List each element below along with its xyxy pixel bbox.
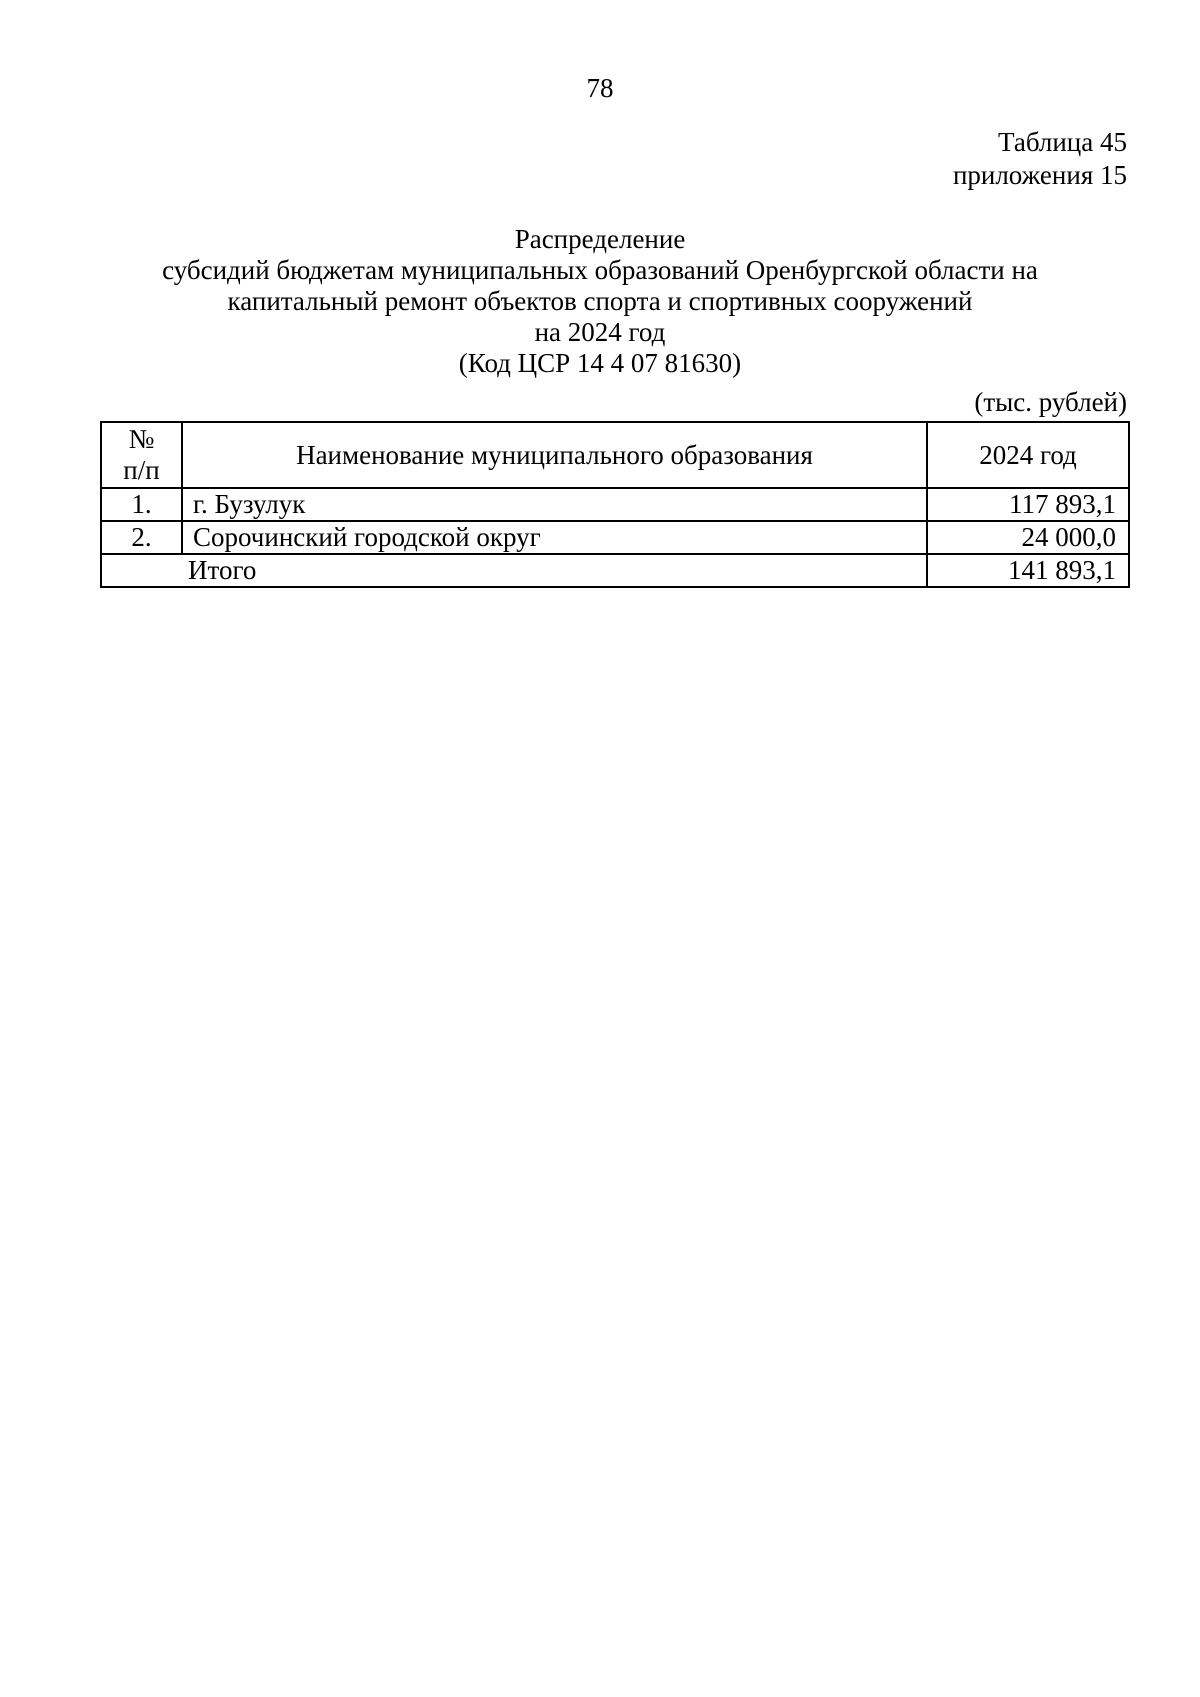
table-reference-line-2: приложения 15 [952,160,1127,190]
table-row [101,488,1129,521]
header-number-line-1: № [128,424,155,454]
header-number-line-2: п/п [123,455,160,485]
table-row [101,521,1129,554]
row-amount: 24 000,0 [927,521,1129,554]
table-reference-line-1: Таблица 45 [998,127,1127,157]
heading-line-2: субсидий бюджетам муниципальных образований Оренбургской области на [162,255,1038,285]
document-heading [100,224,1100,379]
header-year: 2024 год [927,422,1129,488]
total-amount: 141 893,1 [927,554,1129,587]
total-label: Итого [101,554,927,587]
subsidy-table [100,421,1130,588]
heading-line-5: (Код ЦСР 14 4 07 81630) [458,348,742,378]
heading-line-1: Распределение [514,224,686,254]
units-note: (тыс. рублей) [974,387,1127,417]
header-number [101,422,182,488]
row-number: 2. [101,521,182,554]
row-municipality-name: г. Бузулук [182,488,927,521]
table-total-row [101,554,1129,587]
heading-line-4: на 2024 год [534,317,666,347]
header-municipality-name: Наименование муниципального образования [182,422,927,488]
row-municipality-name: Сорочинский городской округ [182,521,927,554]
table-reference [953,126,1127,192]
page-number: 78 [586,73,614,103]
table-header-row [101,422,1129,488]
row-number: 1. [101,488,182,521]
row-amount: 117 893,1 [927,488,1129,521]
heading-line-3: капитальный ремонт объектов спорта и спортивных сооружений [227,286,973,316]
